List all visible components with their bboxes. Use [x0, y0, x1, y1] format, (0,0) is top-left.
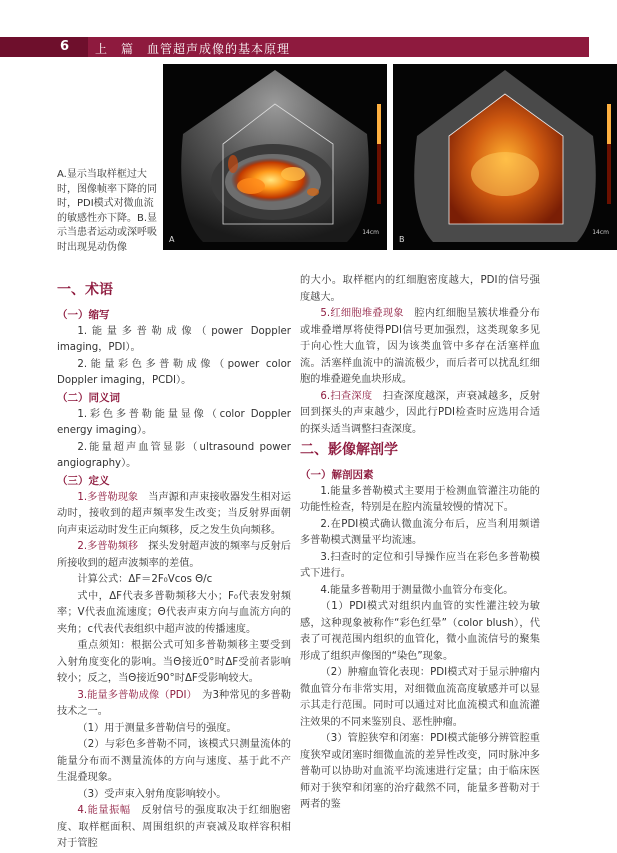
- definition-paragraph: [57, 803, 291, 853]
- paragraph: （1）PDI模式对组织内血管的实性灌注较为敏感，这种现象被称作“彩色红晕”（color blush），代表了可视范围内组织的血管化，微小血流信号的聚集形成了组织声像图的“染色”现象。: [300, 601, 540, 662]
- term: 4.能量振幅: [77, 805, 131, 816]
- definition-paragraph: [300, 389, 540, 439]
- paragraph: （2）与彩色多普勒不同，该模式只测量流体的能量分布而不测量流体的方向与速度、基于此不产生混叠现象。: [57, 739, 291, 783]
- image-b-label: B: [399, 235, 405, 244]
- section-heading: 一、术语: [57, 282, 113, 298]
- image-b-depth-scale: 14cm: [592, 229, 609, 236]
- formula: 计算公式：ΔF＝2F₀Vcos Θ/c: [77, 574, 213, 585]
- right-column: [300, 273, 540, 814]
- subsection-heading: （一）缩写: [57, 308, 110, 321]
- definition-text: 探头发射超声波的频率与反射后所接收到的超声波频率的差值。: [57, 541, 291, 569]
- subsection-heading: （一）解剖因素: [300, 468, 374, 481]
- paragraph: 2.能量彩色多普勒成像（power color Doppler imaging，PCDI）。: [57, 358, 291, 386]
- definition-paragraph: [57, 490, 291, 540]
- paragraph: 1.彩色多普勒能量显像（color Doppler energy imaging）。: [57, 408, 291, 436]
- definition-text: 扫查深度越深，声衰减越多，反射回到探头的声束越少，因此行PDI检查时应选用合适的探头适当调整扫查深度。: [300, 390, 540, 435]
- paragraph: （3）受声束入射角度影响较小。: [77, 788, 227, 800]
- paragraph: （2）肿瘤血管化表现：PDI模式对于显示肿瘤内微血管分布非常实用，对细微血流高度敏感并可以显示其走行范围。同时可以通过对比血流模式和血流灌注效果的不同来鉴别良、恶性肿瘤。: [300, 667, 540, 728]
- term: 5.红细胞堆叠现象: [320, 308, 404, 319]
- left-column: [57, 278, 291, 853]
- term: 1.多普勒现象: [77, 491, 139, 503]
- definition-text: 腔内红细胞呈簇状堆叠分布或堆叠增厚将使得PDI信号更加强烈，这类现象多见于向心性大血管，因为该类血管中多存在活塞样血流。活塞样血流中的湍流极少，而后者可以扰乱红细胞的堆叠避免血块形成。: [300, 308, 540, 385]
- paragraph: 重点须知：根据公式可知多普勒频移主要受到入射角度变化的影响。当Θ接近0°时ΔF受前者影响较小；反之，当Θ接近90°时ΔF受影响较大。: [57, 640, 291, 684]
- page-number: 6: [60, 39, 70, 54]
- image-a-label: A: [169, 235, 175, 244]
- paragraph: 3.扫查时的定位和引导操作应当在彩色多普勒模式下进行。: [300, 551, 540, 579]
- ultrasound-image-b: [393, 64, 617, 250]
- paragraph: （3）管腔狭窄和闭塞：PDI模式能够分辨管腔重度狭窄或闭塞时细微血流的差异性改变，同时脉冲多普勒可以协助对血流平均流速进行定量；由于临床医师对于狭窄和闭塞的治疗截然不同，能量多普勒对于两者的鉴: [300, 733, 540, 810]
- definition-text: 反射信号的强度取决于红细胞密度、取样框面积、周围组织的声衰减及取样容积相对于管腔: [57, 805, 291, 849]
- header-accent-band: [0, 37, 88, 57]
- term: 3.能量多普勒成像（PDI）: [77, 689, 192, 701]
- paragraph: 1.能量多普勒模式主要用于检测血管灌注功能的功能性检查，特别是在腔内流量较慢的情况下。: [300, 485, 540, 513]
- paragraph: 式中，ΔF代表多普勒频移大小；F₀代表发射频率；V代表血流速度；Θ代表声束方向与血流方向的夹角；c代表代表组织中超声波的传播速度。: [57, 590, 291, 635]
- paragraph: 2.在PDI模式确认微血流分布后，应当利用频谱多普勒模式测量平均流速。: [300, 518, 540, 546]
- paragraph: 4.能量多普勒用于测量微小血管分布变化。: [320, 584, 514, 596]
- paragraph: 2.能量超声血管显影（ultrasound power angiography）。: [57, 441, 291, 469]
- paragraph: （1）用于测量多普勒信号的强度。: [77, 722, 237, 734]
- section-heading: 二、影像解剖学: [300, 442, 398, 458]
- definition-paragraph: [300, 306, 540, 389]
- definition-paragraph: [57, 688, 291, 721]
- term: 2.多普勒频移: [77, 541, 139, 552]
- term: 6.扫查深度: [320, 390, 373, 402]
- figure-caption: A.显示当取样框过大时，图像帧率下降的同时，PDI模式对微血流的敏感性亦下降。B.显示当患者运动或深呼吸时出现晃动伪像: [57, 169, 158, 253]
- image-a-depth-scale: 14cm: [362, 229, 379, 236]
- subsection-heading: （二）同义词: [57, 391, 120, 404]
- page-header: [0, 37, 589, 57]
- header-title: 上 篇 血管超声成像的基本原理: [95, 42, 291, 56]
- definition-text: 当声源和声束接收器发生相对运动时，接收到的超声频率发生改变；当反射界面朝向声束运动时发生正向频移，反之发生负向频移。: [57, 491, 291, 536]
- paragraph: 1.能量多普勒成像（power Doppler imaging，PDI）。: [57, 325, 291, 353]
- ultrasound-image-a: [163, 64, 387, 250]
- paragraph: 的大小。取样框内的红细胞密度越大，PDI的信号强度越大。: [300, 275, 540, 303]
- subsection-heading: （三）定义: [57, 474, 110, 487]
- definition-paragraph: [57, 539, 291, 572]
- definition-text: 为3种常见的多普勒技术之一。: [57, 689, 291, 717]
